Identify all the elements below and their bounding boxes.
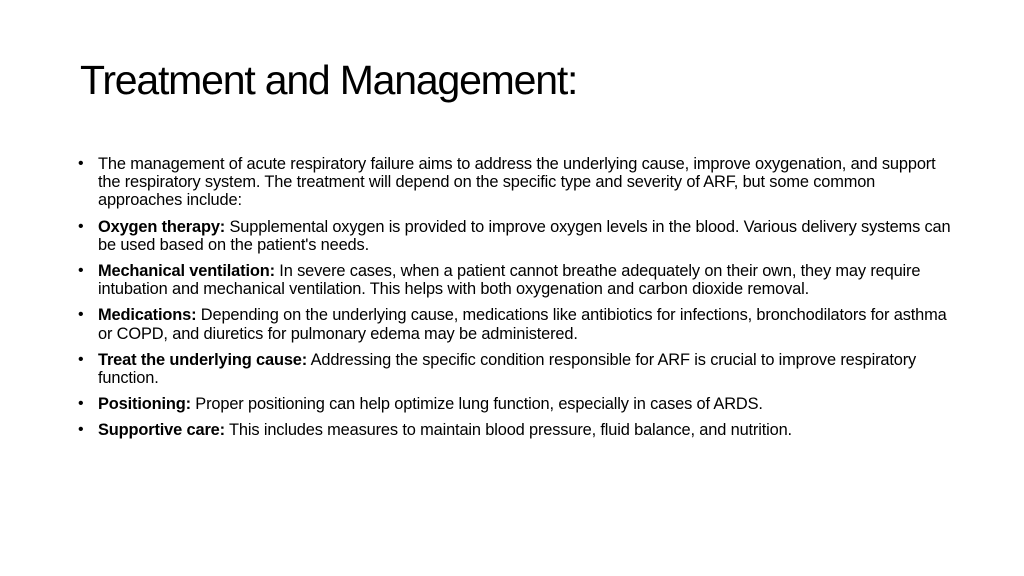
bullet-medications [78, 306, 954, 342]
bullet-text: Addressing the specific condition responsible for ARF is crucial to improve respiratory function. [98, 350, 917, 388]
bullet-text: In severe cases, when a patient cannot breathe adequately on their own, they may require intubation and mechanical ventilation. This helps with both oxygenation and carbon dioxide removal. [98, 262, 921, 299]
bullet-term: Mechanical ventilation: [98, 262, 275, 281]
bullet-dot-icon: • [78, 155, 84, 172]
bullet-text: Depending on the underlying cause, medications like antibiotics for infections, bronchodilators for asthma or COPD, and diuretics for pulmonary edema may be administered. [98, 306, 947, 343]
bullet-term: Positioning: [98, 395, 191, 414]
bullet-text: Proper positioning can help optimize lung function, especially in cases of ARDS. [190, 395, 763, 414]
bullet-supportive-care [78, 421, 954, 439]
bullet-text: The management of acute respiratory failure aims to address the underlying cause, improve oxygenation, and support the respiratory system. The treatment will depend on the specific type and severity of ARF, but some common approaches include: [98, 155, 936, 210]
bullet-dot-icon: • [78, 350, 84, 368]
bullet-list [78, 155, 954, 448]
bullet-term: Supportive care: [98, 421, 225, 440]
slide-title: Treatment and Management: [80, 57, 578, 103]
bullet-dot-icon: • [78, 262, 84, 280]
bullet-treat-underlying-cause [78, 351, 954, 387]
bullet-text: Supplemental oxygen is provided to improve oxygen levels in the blood. Various delivery systems can be used based on the patient's needs. [98, 217, 951, 254]
bullet-term: Treat the underlying cause: [98, 350, 308, 369]
bullet-oxygen-therapy [78, 218, 954, 254]
bullet-mechanical-ventilation [78, 262, 954, 298]
bullet-term: Oxygen therapy: [98, 217, 226, 236]
bullet-term: Medications: [98, 306, 197, 325]
bullet-dot-icon: • [78, 306, 84, 324]
bullet-positioning [78, 395, 954, 413]
bullet-intro [78, 155, 954, 210]
bullet-dot-icon: • [78, 217, 84, 235]
bullet-dot-icon: • [78, 395, 84, 413]
bullet-dot-icon: • [78, 421, 84, 439]
bullet-text: This includes measures to maintain blood pressure, fluid balance, and nutrition. [224, 421, 792, 440]
